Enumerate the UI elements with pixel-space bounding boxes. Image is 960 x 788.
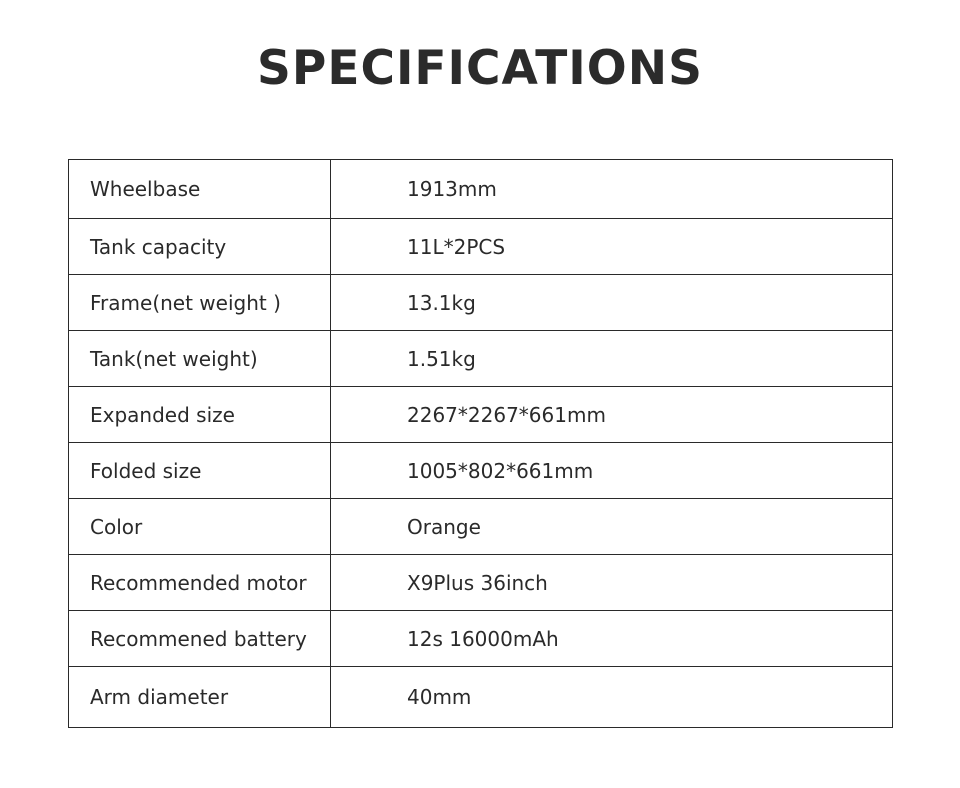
spec-label: Recommended motor [69, 555, 331, 611]
table-row-color [69, 499, 893, 555]
spec-value: 40mm [331, 667, 893, 728]
spec-label: Tank capacity [69, 219, 331, 275]
table-row-arm-diameter [69, 667, 893, 728]
spec-label: Color [69, 499, 331, 555]
table-row-tank-net-weight [69, 331, 893, 387]
specifications-table-body [69, 160, 893, 728]
specifications-table [68, 159, 893, 728]
spec-value: 1005*802*661mm [331, 443, 893, 499]
spec-value: 1913mm [331, 160, 893, 219]
spec-label: Frame(net weight ) [69, 275, 331, 331]
spec-value: Orange [331, 499, 893, 555]
table-row-wheelbase [69, 160, 893, 219]
spec-label: Tank(net weight) [69, 331, 331, 387]
spec-value: 12s 16000mAh [331, 611, 893, 667]
table-row-recommended-motor [69, 555, 893, 611]
spec-label: Wheelbase [69, 160, 331, 219]
table-row-tank-capacity [69, 219, 893, 275]
table-row-frame-net-weight [69, 275, 893, 331]
spec-label: Expanded size [69, 387, 331, 443]
spec-value: 13.1kg [331, 275, 893, 331]
spec-value: X9Plus 36inch [331, 555, 893, 611]
table-row-recommended-battery [69, 611, 893, 667]
spec-label: Folded size [69, 443, 331, 499]
page-title: SPECIFICATIONS [257, 41, 703, 96]
table-row-folded-size [69, 443, 893, 499]
spec-label: Recommened battery [69, 611, 331, 667]
spec-value: 1.51kg [331, 331, 893, 387]
spec-value: 11L*2PCS [331, 219, 893, 275]
table-row-expanded-size [69, 387, 893, 443]
spec-label: Arm diameter [69, 667, 331, 728]
spec-value: 2267*2267*661mm [331, 387, 893, 443]
